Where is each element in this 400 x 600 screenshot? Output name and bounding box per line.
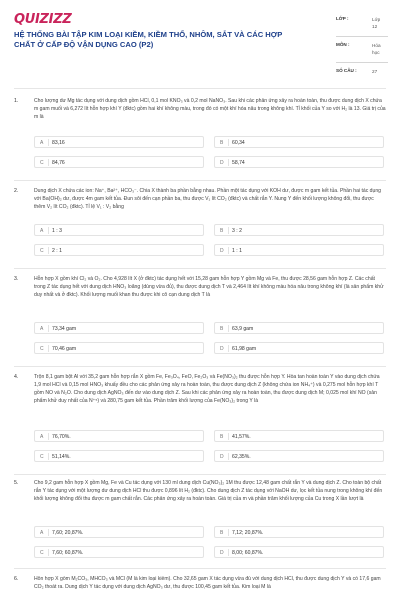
question-5 [14, 480, 386, 570]
option-separator [48, 159, 49, 166]
option-a[interactable] [34, 136, 204, 148]
option-letter: B [220, 228, 224, 234]
option-text: 7,12; 20,87%. [232, 530, 264, 536]
option-letter: B [220, 326, 224, 332]
option-separator [48, 453, 49, 460]
quizizz-logo: QUIZIZZ [14, 12, 72, 27]
option-b[interactable] [214, 526, 384, 538]
option-text: 62,35%. [232, 454, 251, 460]
option-a[interactable] [34, 526, 204, 538]
option-c[interactable] [34, 450, 204, 462]
option-b[interactable] [214, 136, 384, 148]
question-6 [14, 576, 386, 600]
question-text: Cho lượng dư Mg tác dụng với dung dịch gồm HCl, 0,1 mol KNO₃ và 0,2 mol NaNO₃. Sau khi các phản ứng xảy ra hoàn toàn, thu được dung dịch X chứa m gam muối và 6,272 lít hỗn hợp khí Y (đktc) gồm hai khí không màu, trong đó có một khí hóa nâu trong không khí. Tỉ khối của Y so với H₂ là 13. Giá trị của m là [34, 98, 386, 120]
option-separator [48, 247, 49, 254]
option-separator [48, 549, 49, 556]
option-text: 76,70%. [52, 434, 71, 440]
question-2 [14, 188, 386, 262]
question-text: Trộn 8,1 gam bột Al với 35,2 gam hỗn hợp rắn X gồm Fe, Fe₃O₄, FeO, Fe₂O₃ và Fe(NO₃)₂ thu được hỗn hợp Y. Hòa tan hoàn toàn Y vào dung dịch chứa 1,9 mol HCl và 0,15 mol HNO₃ khuấy đều cho các phản ứng xảy ra hoàn toàn, thu được dung dịch Z (không chứa ion NH₄⁺) và 0,275 mol hỗn hợp khí T gồm NO và N₂O. Cho dung dịch AgNO₃ đến dư vào dung dịch Z. Sau khi các phản ứng xảy ra hoàn toàn, thu được dung dịch M; 0,025 mol khí NO (sản phẩm khử duy nhất của N⁺⁵) và 280,75 gam kết tủa. Phần trăm khối lượng của Fe(NO₃)₂ trong Y là [34, 374, 380, 404]
option-letter: D [220, 550, 224, 556]
option-separator [228, 529, 229, 536]
option-c[interactable] [34, 244, 204, 256]
option-separator [228, 325, 229, 332]
question-3 [14, 276, 386, 362]
option-text: 51,14%. [52, 454, 71, 460]
question-number: 4. [14, 374, 19, 380]
option-letter: B [220, 140, 224, 146]
option-separator [228, 433, 229, 440]
question-text: Hỗn hợp X gồm khí Cl₂ và O₂. Cho 4,928 lít X (ở đktc) tác dụng hết với 15,28 gam hỗn hợp Y gồm Mg và Fe, thu được 28,56 gam hỗn hợp Z. Các chất trong Z tác dụng hết với dung dịch HNO₃ loãng (dùng vừa đủ), thu được dung dịch T và 2,464 lít khí không màu hóa nâu trong không khí (là sản phẩm khử duy nhất và ở đktc). Khối lượng muối khan thu được khi cô cạn dung dịch T là [34, 276, 384, 298]
option-text: 1 : 1 [232, 248, 242, 254]
option-text: 58,74 [232, 160, 245, 166]
question-number: 2. [14, 188, 19, 194]
count-label: SỐ CÂU : [336, 68, 357, 73]
option-text: 2 : 1 [52, 248, 62, 254]
option-text: 8,00; 60,87%. [232, 550, 264, 556]
subject-value: Hóa học [372, 43, 381, 56]
option-c[interactable] [34, 156, 204, 168]
option-letter: B [220, 530, 224, 536]
option-separator [48, 433, 49, 440]
question-text: Hỗn hợp X gồm M₂CO₃, MHCO₃ và MCl (M là kim loại kiềm). Cho 32,65 gam X tác dụng vừa đủ với dung dịch HCl, thu được dung dịch Y và có 17,6 gam CO₂ thoát ra. Dung dịch Y tác dụng với dung dịch AgNO₃ dư, thu được 100,45 gam kết tủa. Kim loại M là [34, 576, 381, 590]
question-text: Cho 9,2 gam hỗn hợp X gồm Mg, Fe và Cu tác dụng với 130 ml dung dịch Cu(NO₃)₂ 1M thu được 12,48 gam chất rắn Y và dung dịch Z. Cho toàn bộ chất rắn Y tác dụng với một lượng dư dung dịch HCl thu được 0,896 lít H₂ (đktc). Cho dung dịch Z tác dụng với NaOH dư, lọc kết tủa nung trong không khí đến khối lượng không đổi thu được m gam chất rắn. Các phản ứng xảy ra hoàn toàn. Giá trị của m và phần trăm khối lượng của Cu trong X lần lượt là [34, 480, 383, 502]
option-separator [228, 247, 229, 254]
meta-divider [336, 62, 388, 63]
option-text: 73,34 gam [52, 326, 77, 332]
question-divider [14, 568, 386, 569]
option-b[interactable] [214, 224, 384, 236]
option-separator [48, 529, 49, 536]
question-divider [14, 474, 386, 475]
option-d[interactable] [214, 342, 384, 354]
option-a[interactable] [34, 430, 204, 442]
option-letter: B [220, 434, 224, 440]
option-d[interactable] [214, 244, 384, 256]
option-separator [48, 139, 49, 146]
question-text: Dung dịch X chứa các ion: Na⁺, Ba²⁺, HCO₃⁻. Chia X thành ba phần bằng nhau. Phần một tác dụng với KOH dư, được m gam kết tủa. Phần hai tác dụng với Ba(OH)₂ dư, được 4m gam kết tủa. Đun sôi đến cạn phần ba, thu được V₁ lít CO₂ (đktc) và chất rắn Y. Nung Y đến khối lượng không đổi, thu được thêm V₂ lít CO₂ (đktc). Tỉ lệ V₁ : V₂ bằng [34, 188, 382, 210]
document-header [14, 8, 386, 84]
option-letter: D [220, 248, 224, 254]
option-c[interactable] [34, 546, 204, 558]
option-text: 70,46 gam [52, 346, 77, 352]
question-divider [14, 180, 386, 181]
option-a[interactable] [34, 322, 204, 334]
option-letter: A [40, 326, 44, 332]
option-letter: C [40, 346, 44, 352]
count-value: 27 [372, 69, 378, 74]
question-number: 1. [14, 98, 19, 104]
option-b[interactable] [214, 430, 384, 442]
option-letter: A [40, 228, 44, 234]
option-separator [48, 345, 49, 352]
option-letter: A [40, 140, 44, 146]
option-text: 7,60; 20,87%. [52, 530, 84, 536]
option-text: 60,34 [232, 140, 245, 146]
option-d[interactable] [214, 546, 384, 558]
option-a[interactable] [34, 224, 204, 236]
question-divider [14, 268, 386, 269]
option-text: 84,76 [52, 160, 65, 166]
option-letter: C [40, 454, 44, 460]
option-separator [48, 227, 49, 234]
option-letter: D [220, 346, 224, 352]
question-4 [14, 374, 386, 474]
grade-value: Lớp 12 [372, 17, 381, 30]
option-letter: D [220, 160, 224, 166]
document-title: HỆ THỐNG BÀI TẬP KIM LOẠI KIỀM, KIỀM THỔ, NHÔM, SẮT VÀ CÁC HỢP CHẤT Ở CẤP ĐỘ VẬN DỤNG CAO (P2) [14, 30, 283, 50]
option-letter: D [220, 454, 224, 460]
option-separator [228, 345, 229, 352]
option-d[interactable] [214, 450, 384, 462]
option-letter: A [40, 530, 44, 536]
option-text: 61,98 gam [232, 346, 257, 352]
option-letter: C [40, 550, 44, 556]
option-separator [48, 325, 49, 332]
option-text: 7,60; 60,87%. [52, 550, 84, 556]
option-separator [228, 453, 229, 460]
option-separator [228, 139, 229, 146]
question-number: 5. [14, 480, 19, 486]
option-text: 83,16 [52, 140, 65, 146]
question-1 [14, 98, 386, 168]
question-number: 6. [14, 576, 19, 582]
option-separator [228, 159, 229, 166]
option-c[interactable] [34, 342, 204, 354]
option-d[interactable] [214, 156, 384, 168]
option-text: 3 : 2 [232, 228, 242, 234]
grade-label: LỚP : [336, 16, 349, 21]
header-divider [14, 88, 386, 89]
option-separator [228, 549, 229, 556]
question-divider [14, 366, 386, 367]
option-text: 1 : 3 [52, 228, 62, 234]
subject-label: MÔN : [336, 42, 350, 47]
option-letter: C [40, 248, 44, 254]
option-letter: C [40, 160, 44, 166]
option-b[interactable] [214, 322, 384, 334]
question-number: 3. [14, 276, 19, 282]
meta-divider [336, 36, 388, 37]
option-separator [228, 227, 229, 234]
option-text: 41,57%. [232, 434, 251, 440]
option-text: 63,9 gam [232, 326, 254, 332]
option-letter: A [40, 434, 44, 440]
